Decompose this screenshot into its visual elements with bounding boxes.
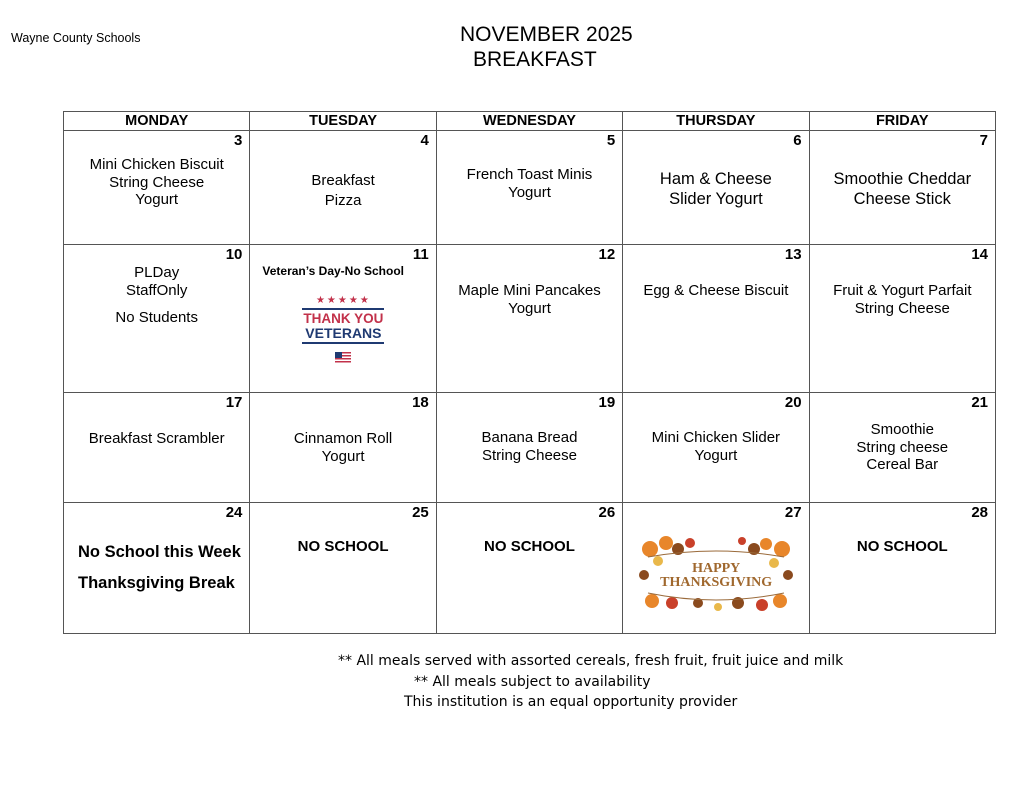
menu-item: String cheese <box>856 438 949 456</box>
menu-item: No Students <box>115 309 198 326</box>
footer-note-availability: ** All meals subject to availability <box>414 674 651 690</box>
menu-item: String Cheese <box>854 299 950 317</box>
menu-items <box>64 264 249 327</box>
menu-item: French Toast Minis <box>466 166 593 183</box>
menu-item: Yogurt <box>135 191 179 208</box>
day-cell-28 <box>809 503 995 634</box>
day-number: 21 <box>971 394 988 411</box>
day-cell-11 <box>250 245 436 393</box>
day-cell-27 <box>623 503 809 634</box>
day-cell-19 <box>436 393 622 503</box>
day-cell-20 <box>623 393 809 503</box>
menu-items <box>437 538 622 556</box>
menu-item: Smoothie <box>870 421 934 438</box>
menu-item: Egg & Cheese Biscuit <box>643 282 789 299</box>
menu-item: Yogurt <box>508 183 551 201</box>
day-cell-5 <box>436 131 622 245</box>
day-header-wednesday: WEDNESDAY <box>436 112 622 131</box>
menu-items <box>623 169 808 209</box>
holiday-note: Veteran’s Day-No School <box>262 264 404 278</box>
day-number: 28 <box>971 504 988 521</box>
day-number: 25 <box>412 504 429 521</box>
menu-item: NO SCHOOL <box>484 538 575 555</box>
day-number: 17 <box>225 394 243 411</box>
menu-item: Thanksgiving Break <box>78 574 235 592</box>
day-number: 5 <box>606 132 616 149</box>
day-number: 12 <box>598 246 616 263</box>
day-cell-3 <box>64 131 250 245</box>
day-header-thursday: THURSDAY <box>623 112 809 131</box>
day-number: 11 <box>412 246 429 263</box>
menu-item: Breakfast Scrambler <box>88 430 225 447</box>
day-cell-6 <box>623 131 809 245</box>
menu-items <box>810 169 995 209</box>
day-cell-7 <box>809 131 995 245</box>
day-cell-14 <box>809 245 995 393</box>
menu-item: Yogurt <box>694 446 738 464</box>
menu-item: PLDay <box>134 264 180 281</box>
day-number: 13 <box>784 246 802 263</box>
menu-items <box>810 282 995 317</box>
day-number: 4 <box>420 132 429 149</box>
week-row <box>64 503 996 634</box>
menu-item: Breakfast <box>311 172 375 189</box>
menu-items <box>437 282 622 317</box>
menu-items <box>78 537 249 599</box>
menu-items <box>64 156 249 209</box>
day-cell-13 <box>623 245 809 393</box>
menu-items <box>250 430 435 465</box>
menu-items <box>810 538 995 556</box>
menu-item: String Cheese <box>109 173 205 191</box>
menu-item: Yogurt <box>321 447 365 465</box>
menu-item: Mini Chicken Slider <box>651 429 781 446</box>
footer-note-meals: ** All meals served with assorted cereals, fresh fruit, fruit juice and milk <box>338 653 844 669</box>
menu-items <box>250 171 435 211</box>
menu-item: Cheese Stick <box>853 190 951 208</box>
menu-item: Cinnamon Roll <box>293 430 393 447</box>
day-number: 24 <box>225 504 243 521</box>
day-number: 20 <box>784 394 802 411</box>
day-cell-21 <box>809 393 995 503</box>
menu-item: NO SCHOOL <box>856 538 948 555</box>
day-header-monday: MONDAY <box>64 112 250 131</box>
menu-item: Mini Chicken Biscuit <box>89 156 224 173</box>
organization-name: Wayne County Schools <box>11 31 141 45</box>
day-number: 19 <box>598 394 616 411</box>
menu-item: StaffOnly <box>125 281 188 299</box>
day-number: 7 <box>979 132 988 149</box>
menu-item: No School this Week <box>78 543 241 561</box>
menu-item: String Cheese <box>481 446 577 464</box>
day-number: 26 <box>598 504 616 521</box>
day-header-friday: FRIDAY <box>809 112 995 131</box>
day-header-tuesday: TUESDAY <box>250 112 436 131</box>
day-cell-12 <box>436 245 622 393</box>
title-month: NOVEMBER 2025 <box>460 23 633 46</box>
day-cell-10 <box>64 245 250 393</box>
day-number: 14 <box>971 246 988 263</box>
happy-thanksgiving-image <box>638 535 794 613</box>
image-text: THANK YOU <box>303 311 384 326</box>
week-row <box>64 131 996 245</box>
menu-item: Fruit & Yogurt Parfait <box>833 282 972 299</box>
menu-item: Yogurt <box>508 299 551 317</box>
menu-item: Banana Bread <box>481 429 578 446</box>
image-text: THANKSGIVING <box>660 575 773 590</box>
menu-items <box>437 166 622 201</box>
day-number: 10 <box>225 246 243 263</box>
menu-item: NO SCHOOL <box>297 538 389 555</box>
day-number: 27 <box>784 504 802 521</box>
stars-icon: ★★★★★ <box>315 295 371 306</box>
menu-items <box>810 421 995 474</box>
footer-note-equal-opportunity: This institution is an equal opportunity provider <box>404 694 738 710</box>
week-row <box>64 393 996 503</box>
menu-item: Cereal Bar <box>866 456 939 473</box>
image-text: HAPPY <box>692 561 741 576</box>
day-cell-25 <box>250 503 436 634</box>
menu-items <box>437 429 622 464</box>
menu-items <box>64 430 249 448</box>
menu-items <box>250 538 435 556</box>
day-cell-18 <box>250 393 436 503</box>
menu-item: Ham & Cheese <box>659 170 772 188</box>
day-cell-26 <box>436 503 622 634</box>
thank-you-veterans-image <box>302 295 384 368</box>
title-meal: BREAKFAST <box>473 48 597 71</box>
us-flag-icon <box>335 352 351 363</box>
page-title <box>460 22 633 72</box>
menu-item: Pizza <box>324 192 362 209</box>
image-text: VETERANS <box>305 325 382 341</box>
day-cell-4 <box>250 131 436 245</box>
week-row <box>64 245 996 393</box>
menu-item: Slider Yogurt <box>669 190 763 208</box>
day-number: 6 <box>793 132 802 149</box>
menu-items <box>623 429 808 464</box>
day-number: 18 <box>412 394 429 411</box>
day-cell-17 <box>64 393 250 503</box>
menu-item: Smoothie Cheddar <box>833 170 972 188</box>
day-number: 3 <box>234 132 243 149</box>
menu-items <box>623 282 808 300</box>
day-cell-24 <box>64 503 250 634</box>
menu-calendar <box>63 111 996 634</box>
menu-item: Maple Mini Pancakes <box>458 282 601 299</box>
